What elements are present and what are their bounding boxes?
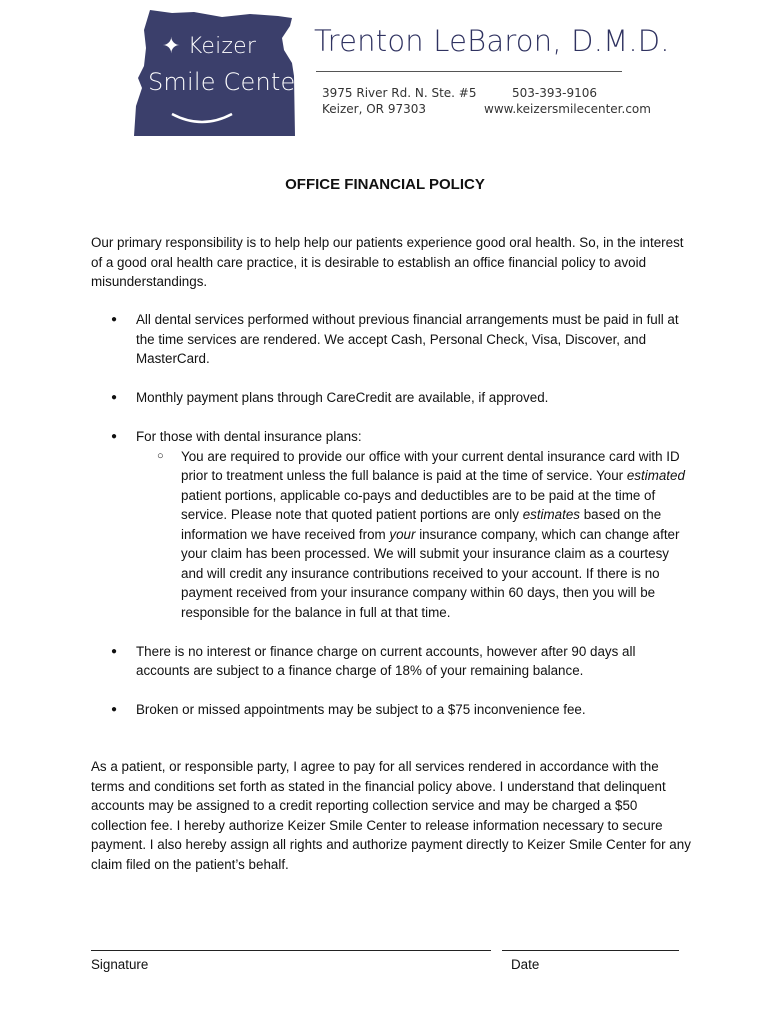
letterhead bbox=[0, 0, 770, 150]
policy-item-insurance bbox=[91, 427, 691, 622]
policy-item-text: There is no interest or finance charge on current accounts, however after 90 days all accounts are subject to a finance charge of 18% of your remaining balance. bbox=[136, 643, 636, 678]
logo-line-smile-center: Smile Center bbox=[148, 68, 306, 96]
policy-item-text: All dental services performed without previous financial arrangements must be paid in full at the time services are rendered. We accept Cash, Personal Check, Visa, Discover, and MasterCard. bbox=[136, 312, 679, 366]
signature-label: Signature bbox=[91, 957, 149, 972]
keizer-smile-center-logo bbox=[132, 8, 306, 138]
doctor-name: Trenton LeBaron, D.M.D. bbox=[314, 24, 670, 58]
phone-number: 503-393-9106 bbox=[512, 86, 598, 100]
website: www.keizersmilecenter.com bbox=[484, 102, 651, 116]
letterhead-divider bbox=[316, 71, 622, 72]
policy-item-finance-charge bbox=[91, 642, 691, 681]
policy-item-text: Monthly payment plans through CareCredit are available, if approved. bbox=[136, 390, 549, 405]
insurance-emphasis-estimates: estimates bbox=[522, 507, 580, 522]
policy-item-carecredit bbox=[91, 388, 691, 408]
signature-line[interactable] bbox=[91, 950, 491, 951]
agreement-paragraph: As a patient, or responsible party, I agree to pay for all services rendered in accordance with the terms and conditions set forth as stated in the financial policy above. I understand that delinquent accounts may be assigned to a credit reporting collection service and may be charged a $50 collection fee. I hereby authorize Keizer Smile Center to release information necessary to secure payment. I also hereby assign all rights and authorize payment directly to Keizer Smile Center for any claim filed on the patient’s behalf. bbox=[91, 759, 691, 872]
policy-item-missed-appointments bbox=[91, 700, 691, 720]
policy-list bbox=[91, 310, 691, 739]
address-line-2: Keizer, OR 97303 bbox=[322, 102, 427, 116]
insurance-text-1: You are required to provide our office with your current dental insurance card with ID prior to treatment unless the full balance is paid at the time of service. Your bbox=[181, 448, 680, 483]
office-address bbox=[322, 85, 476, 117]
address-line-1: 3975 River Rd. N. Ste. #5 bbox=[322, 86, 477, 100]
insurance-emphasis-your: your bbox=[389, 526, 416, 542]
policy-item-text: Broken or missed appointments may be subject to a $75 inconvenience fee. bbox=[136, 702, 586, 717]
insurance-emphasis-estimated: estimated bbox=[626, 468, 685, 483]
insurance-sublist bbox=[136, 447, 691, 623]
date-label: Date bbox=[511, 957, 540, 972]
policy-item-text: For those with dental insurance plans: bbox=[136, 429, 362, 444]
insurance-text-4: insurance company, which can change after your claim has been processed. We will submit your insurance claim as a courtesy and will credit any insurance contributions received to your account. If there is no payment received from your insurance company within 60 days, then you will be responsible for the balance in full at that time. bbox=[181, 526, 680, 620]
date-line[interactable] bbox=[502, 950, 679, 951]
insurance-text-2: patient portions, applicable co-pays and deductibles are to be paid at the time of service. Please note that quoted patient portions are only bbox=[181, 487, 656, 522]
office-contact bbox=[484, 85, 651, 117]
logo-line-keizer: ✦ Keizer bbox=[162, 34, 257, 59]
insurance-text-3: based on the information we have received from bbox=[181, 507, 662, 542]
intro-paragraph: Our primary responsibility is to help help our patients experience good oral health. So, in the interest of a good oral health care practice, it is desirable to establish an office financial policy to avoid misunderstandings. bbox=[91, 235, 684, 289]
policy-item-payment bbox=[91, 310, 691, 369]
document-title: OFFICE FINANCIAL POLICY bbox=[285, 176, 485, 193]
insurance-subitem bbox=[136, 447, 691, 623]
